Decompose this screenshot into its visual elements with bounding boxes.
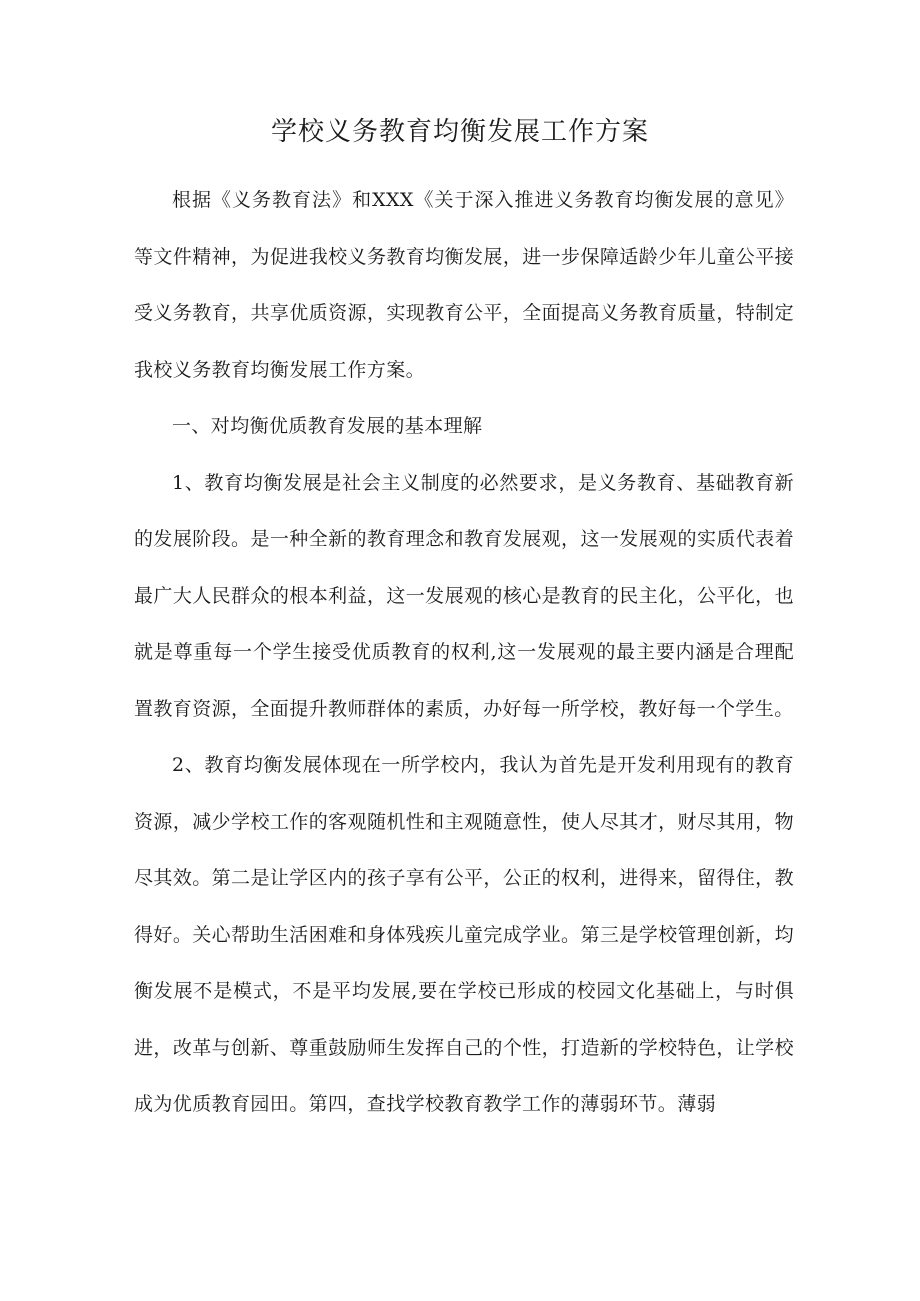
paragraph-intro: 根据《义务教育法》和XXX《关于深入推进义务教育均衡发展的意见》等文件精神，为促进我校义务教育均衡发展，进一步保障适龄少年儿童公平接受义务教育，共享优质资源，实现教育公平，全面提高义务教育质量，特制定我校义务教育均衡发展工作方案。	[134, 189, 794, 381]
paragraph-point-1: 1、教育均衡发展是社会主义制度的必然要求，是义务教育、基础教育新的发展阶段。是一种全新的教育理念和教育发展观，这一发展观的实质代表着最广大人民群众的根本利益，这一发展观的核心是教育的民主化，公平化，也就是尊重每一个学生接受优质教育的权利,这一发展观的最主要内涵是合理配置教育资源，全面提升教师群体的素质，办好每一所学校，教好每一个学生。	[134, 471, 794, 720]
section-heading-1: 一、对均衡优质教育发展的基本理解	[172, 415, 483, 437]
paragraph-point-2: 2、教育均衡发展体现在一所学校内，我认为首先是开发利用现有的教育资源，减少学校工作的客观随机性和主观随意性，使人尽其才，财尽其用，物尽其效。第二是让学区内的孩子享有公平，公正的权利，进得来，留得住，教得好。关心帮助生活困难和身体残疾儿童完成学业。第三是学校管理创新，均衡发展不是模式，不是平均发展,要在学校已形成的校园文化基础上，与时俱进，改革与创新、尊重鼓励师生发挥自己的个性，打造新的学校特色，让学校成为优质教育园田。第四，查找学校教育教学工作的薄弱环节。薄弱	[134, 754, 794, 1115]
document-title: 学校义务教育均衡发展工作方案	[270, 117, 649, 147]
document-body	[134, 172, 794, 1133]
